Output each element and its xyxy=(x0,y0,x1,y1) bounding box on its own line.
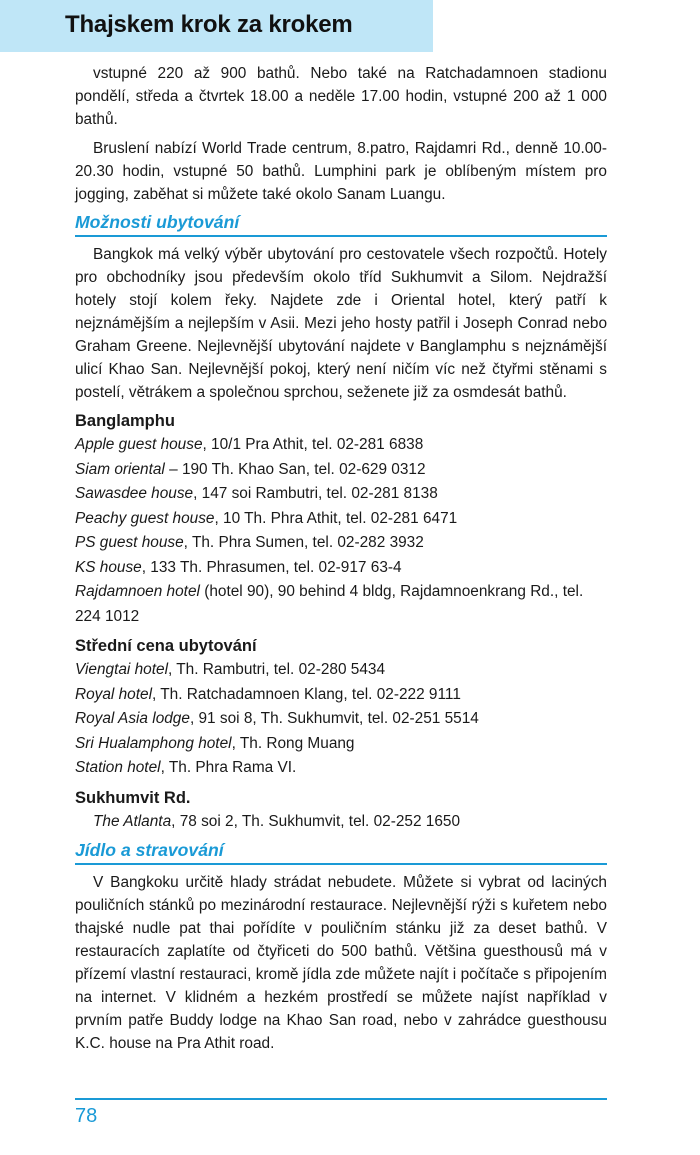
list-item xyxy=(75,507,607,532)
entry-name: Peachy guest house xyxy=(75,509,215,527)
entry-details: , 147 soi Rambutri, tel. 02-281 8138 xyxy=(193,485,438,502)
entry-name: Sawasdee house xyxy=(75,485,194,502)
list-item xyxy=(75,458,607,483)
entry-name: Sri Hualamphong hotel xyxy=(75,734,232,752)
entry-details: , 133 Th. Phrasumen, tel. 02-917 63-4 xyxy=(141,558,402,576)
entry-name: Apple guest house xyxy=(75,436,203,453)
section-heading-food: Jídlo a stravování xyxy=(75,840,607,865)
entry-details: , 78 soi 2, Th. Sukhumvit, tel. 02-252 1650 xyxy=(171,812,461,830)
food-paragraph: V Bangkoku určitě hlady strádat nebudete. Můžete si vybrat od laciných pouličních stánků po mezinárodní restaurace. Nejlevnější rýži s kuřetem nebo thajské nudle pat thai pořídíte v pouličním stánku již za deset bathů. V restauracích zaplatíte od čtyřiceti do 500 bathů. Většina guesthousů má v přízemí vlastní restauraci, kromě jídla zde můžete najít i počítače s připojením na internet. V klidném a hezkém prostředí se můžete najíst například v prvním patře Buddy lodge na Khao San road, nebo v zahrádce guesthousu K.C. house na Pra Athit road. xyxy=(75,874,607,1052)
page-content xyxy=(75,62,607,1055)
list-item xyxy=(75,433,607,458)
list-item xyxy=(75,756,607,781)
list-item xyxy=(75,732,607,757)
subheading-sukhumvit: Sukhumvit Rd. xyxy=(75,788,191,807)
entry-name: Siam oriental xyxy=(75,460,165,478)
entry-name: Station hotel xyxy=(75,759,161,776)
entry-details: , 10 Th. Phra Athit, tel. 02-281 6471 xyxy=(214,509,458,527)
list-item xyxy=(75,556,607,581)
list-item xyxy=(75,658,607,683)
entry-details: , Th. Rambutri, tel. 02-280 5434 xyxy=(168,661,386,678)
entry-details: , Th. Rong Muang xyxy=(231,734,355,752)
footer-divider xyxy=(75,1098,607,1100)
subheading-banglamphu: Banglamphu xyxy=(75,412,175,430)
list-item xyxy=(75,683,607,708)
entry-details: , Th. Ratchadamnoen Klang, tel. 02-222 9111 xyxy=(152,685,461,703)
entry-name: Royal Asia lodge xyxy=(75,710,190,727)
entry-details: – 190 Th. Khao San, tel. 02-629 0312 xyxy=(164,460,426,478)
list-item xyxy=(75,482,607,507)
entry-details: , Th. Phra Sumen, tel. 02-282 3932 xyxy=(183,534,424,551)
subheading-mid-price: Střední cena ubytování xyxy=(75,637,257,655)
intro-paragraph-2: Bruslení nabízí World Trade centrum, 8.patro, Rajdamri Rd., denně 10.00-20.30 hodin, vstupné 50 bathů. Lumphini park je oblíbeným místem pro jogging, zaběhat si můžete také okolo Sanam Luangu. xyxy=(75,140,607,203)
list-item xyxy=(75,580,607,629)
entry-name: KS house xyxy=(75,558,142,576)
page-title: Thajskem krok za krokem xyxy=(65,11,353,38)
entry-name: Viengtai hotel xyxy=(75,661,168,678)
entry-details: , 10/1 Pra Athit, tel. 02-281 6838 xyxy=(202,436,424,453)
intro-paragraph-1: vstupné 220 až 900 bathů. Nebo také na Ratchadamnoen stadionu pondělí, středa a čtvrtek 18.00 a neděle 17.00 hodin, vstupné 200 až 1 000 bathů. xyxy=(75,65,607,128)
entry-name: The Atlanta xyxy=(93,812,172,830)
accommodation-paragraph: Bangkok má velký výběr ubytování pro cestovatele všech rozpočtů. Hotely pro obchodníky jsou především okolo tříd Sukhumvit a Silom. Nejdražší hotely stojí kolem řeky. Najdete zde i Oriental hotel, který patří k nejznámějším a nejlepším v Asii. Mezi jeho hosty patřil i Joseph Conrad nebo Graham Greene. Nejlevnější ubytování najdete v Banglamphu s nejznámější ulicí Khao San. Nejlevnější pokoj, který není ničím víc než čtyřmi stěnami s postelí, větrákem a společnou sprchou, seženete již za osmdesát bathů. xyxy=(75,246,607,401)
entry-name: Royal hotel xyxy=(75,685,152,703)
list-item xyxy=(75,707,607,732)
entry-name: Rajdamnoen hotel xyxy=(75,583,200,600)
page-number: 78 xyxy=(75,1105,98,1127)
entry-details: , Th. Phra Rama VI. xyxy=(160,759,297,776)
list-item xyxy=(75,810,607,835)
entry-name: PS guest house xyxy=(75,534,184,551)
list-item xyxy=(75,531,607,556)
entry-details: (hotel 90), 90 behind 4 bldg, Rajdamnoenkrang Rd., tel. 224 1012 xyxy=(75,583,584,625)
entry-details: , 91 soi 8, Th. Sukhumvit, tel. 02-251 5514 xyxy=(189,710,479,727)
section-heading-accommodation: Možnosti ubytování xyxy=(75,212,607,237)
